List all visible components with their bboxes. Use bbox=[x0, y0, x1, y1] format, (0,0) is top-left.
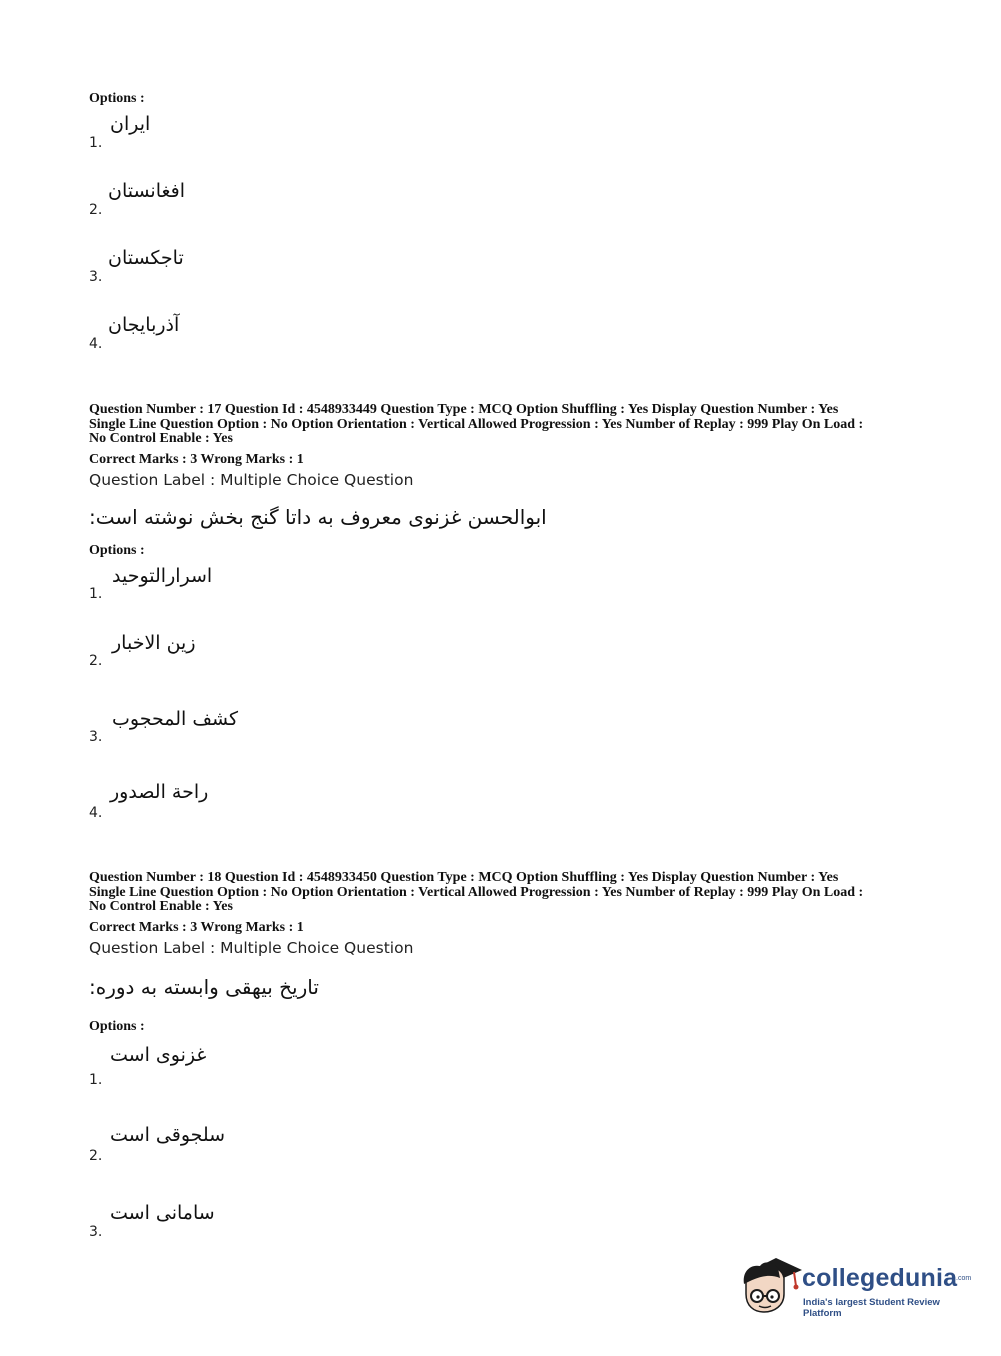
brand-tagline: India's largest Student Review Platform bbox=[803, 1297, 940, 1319]
brand-suffix: .com bbox=[956, 1275, 972, 1282]
question-17-meta bbox=[89, 403, 919, 447]
option-number: 2. bbox=[89, 202, 103, 218]
option-number: 2. bbox=[89, 1148, 103, 1164]
option-number: 4. bbox=[89, 805, 103, 821]
option-text: افغانستان bbox=[108, 180, 186, 202]
option-number: 3. bbox=[89, 269, 103, 285]
question-18-label: Question Label : Multiple Choice Question bbox=[89, 939, 414, 957]
option-number: 3. bbox=[89, 1224, 103, 1240]
option-number: 4. bbox=[89, 336, 103, 352]
question-17-label: Question Label : Multiple Choice Question bbox=[89, 471, 414, 489]
option-text: غزنوی است bbox=[110, 1044, 207, 1066]
collegedunia-logo bbox=[740, 1250, 970, 1320]
option-text: ایران bbox=[110, 113, 151, 135]
option-number: 1. bbox=[89, 586, 103, 602]
option-text: راحة الصدور bbox=[110, 781, 209, 803]
option-text: آذربایجان bbox=[108, 314, 180, 336]
option-text: کشف المحجوب bbox=[112, 708, 238, 730]
option-text: تاجکستان bbox=[108, 247, 184, 269]
question-17-text: ابوالحسن غزنوی معروف به داتا گنج بخش نوشته است: bbox=[89, 505, 547, 529]
meta-line: Single Line Question Option : No Option Orientation : Vertical Allowed Progression : Yes Number of Replay : 999 Play On Load : bbox=[89, 416, 864, 432]
meta-line: No Control Enable : Yes bbox=[89, 899, 233, 914]
option-number: 1. bbox=[89, 135, 103, 151]
option-text: سامانی است bbox=[110, 1202, 215, 1224]
option-text: زین الاخبار bbox=[112, 632, 196, 654]
options-heading: Options : bbox=[89, 543, 145, 558]
question-18-marks: Correct Marks : 3 Wrong Marks : 1 bbox=[89, 920, 304, 935]
meta-line: Single Line Question Option : No Option Orientation : Vertical Allowed Progression : Yes Number of Replay : 999 Play On Load : bbox=[89, 884, 864, 900]
meta-line: No Control Enable : Yes bbox=[89, 431, 233, 446]
option-number: 3. bbox=[89, 729, 103, 745]
option-number: 2. bbox=[89, 653, 103, 669]
question-18-text: تاریخ بیهقی وابسته به دوره: bbox=[89, 975, 319, 999]
options-heading: Options : bbox=[89, 91, 145, 106]
question-18-meta bbox=[89, 871, 919, 915]
options-heading: Options : bbox=[89, 1019, 145, 1034]
question-17-marks: Correct Marks : 3 Wrong Marks : 1 bbox=[89, 452, 304, 467]
brand-name: collegedunia bbox=[802, 1264, 958, 1292]
student-mascot-icon bbox=[740, 1250, 802, 1316]
meta-line: Question Number : 17 Question Id : 4548933449 Question Type : MCQ Option Shuffling : Yes Display Question Number : Yes bbox=[89, 402, 839, 417]
option-number: 1. bbox=[89, 1072, 103, 1088]
option-text: اسرارالتوحید bbox=[112, 565, 213, 587]
meta-line: Question Number : 18 Question Id : 4548933450 Question Type : MCQ Option Shuffling : Yes Display Question Number : Yes bbox=[89, 870, 839, 885]
option-text: سلجوقی است bbox=[110, 1124, 226, 1146]
